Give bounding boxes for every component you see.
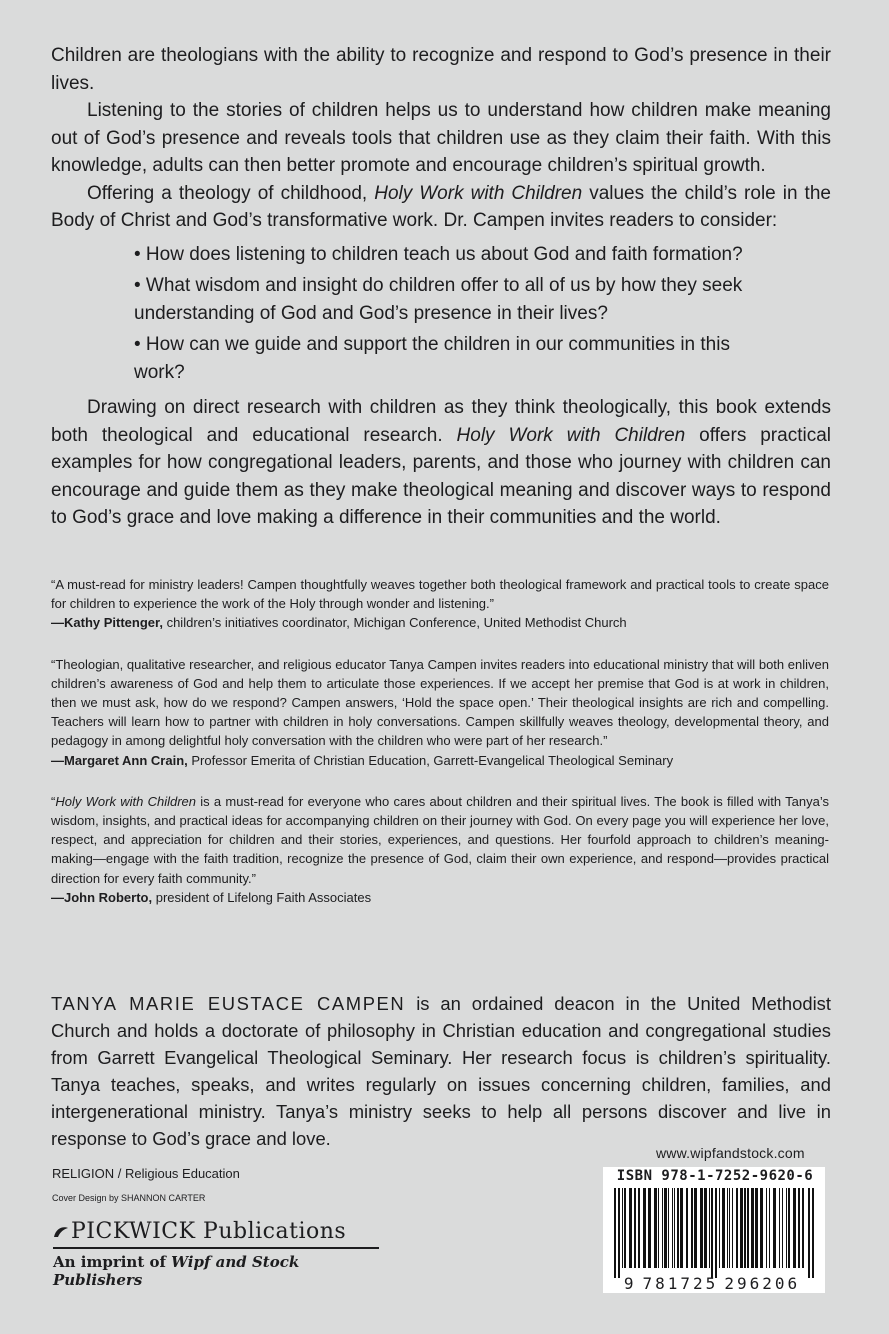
barcode-bar	[711, 1188, 713, 1278]
barcode-bar	[719, 1188, 720, 1268]
publisher-website: www.wipfandstock.com	[656, 1145, 805, 1161]
book-description	[51, 42, 831, 532]
barcode-bar	[760, 1188, 763, 1268]
barcode-bar	[691, 1188, 693, 1268]
isbn-label: ISBN 978-1-7252-9620-6	[616, 1168, 814, 1184]
leaf-icon	[53, 1225, 69, 1239]
barcode-bar	[709, 1188, 710, 1268]
question-item: • How does listening to children teach us about God and faith formation?	[134, 243, 743, 265]
publisher-name-row	[53, 1219, 383, 1244]
ean-digit-group: 296206	[724, 1274, 801, 1293]
ean-digit-group: 781725	[642, 1274, 719, 1293]
barcode-bar	[788, 1188, 790, 1268]
barcode-bar	[654, 1188, 657, 1268]
barcode-bar	[618, 1188, 620, 1278]
endorser-role: children’s initiatives coordinator, Michigan Conference, United Methodist Church	[162, 615, 627, 631]
barcode-bar	[802, 1188, 804, 1268]
author-bio-body: is an ordained deacon in the United Methodist Church and holds a doctorate of philosophy in Christian education and congregational studies from Garrett Evangelical Theological Seminary. Her research focus is children’s spirituality. Tanya teaches, speaks, and writes regularly on issues concerning children, families, and intergenerational ministry. Tanya’s ministry seeks to help all persons discover and live in response to God’s grace and love.	[51, 993, 831, 1149]
endorser-name: —John Roberto,	[51, 889, 153, 905]
intro-paragraph-3-rest: values the child’s role in the Body of Christ and God’s transformative work. Dr. Campen invites readers to consider:	[51, 182, 831, 231]
barcode-bar	[786, 1188, 787, 1268]
author-name: TANYA MARIE EUSTACE CAMPEN	[51, 993, 406, 1014]
endorsement-quote-text: is a must-read for everyone who cares about children and their spiritual lives. The book is filled with Tanya’s wisdom, insights, and practical ideas for accompanying children on their journey with God. On every page you will experience her love, respect, and appreciation for children and their stories, experiences, and questions. Her fourfold approach to children’s meaning-making—engage with the faith tradition, recognize the presence of God, claim their own experience, and respond—provides practical direction for every faith community.”	[51, 793, 829, 886]
barcode-bar	[766, 1188, 767, 1268]
endorser-name: —Margaret Ann Crain,	[51, 752, 188, 768]
barcode-bar	[614, 1188, 616, 1278]
barcode-bar	[658, 1188, 659, 1268]
endorsement-attribution	[51, 613, 829, 632]
intro-paragraph-4-lead: Drawing on direct research with children as they think theologically, this book extends both theological and educational research.	[51, 397, 831, 446]
barcode	[612, 1188, 818, 1280]
endorsement-attribution	[51, 751, 829, 770]
barcode-bar	[700, 1188, 703, 1268]
barcode-bar	[747, 1188, 749, 1268]
barcode-bar	[674, 1188, 675, 1268]
intro-paragraph-2: Listening to the stories of children helps us to understand how children make meaning out of God’s presence and reveals tools that children use as they claim their faith. With this knowledge, adults can then better promote and encourage children’s spiritual growth.	[51, 100, 831, 176]
barcode-bar	[736, 1188, 738, 1268]
barcode-bar	[727, 1188, 728, 1268]
barcode-bar	[773, 1188, 776, 1268]
book-title-italic: Holy Work with Children	[55, 793, 196, 809]
ean-digits	[603, 1274, 821, 1293]
barcode-bar	[668, 1188, 669, 1268]
endorsements	[51, 575, 829, 929]
quote-mark: “	[51, 793, 56, 809]
intro-paragraph-4-rest: offers practical examples for how congregational leaders, parents, and those who journey with children can encourage and guide them as they make theological meaning and discover ways to respond to God’s grace and love making a difference in their communities and the world.	[51, 424, 831, 528]
barcode-bar	[740, 1188, 743, 1268]
endorsement-quote	[51, 792, 829, 888]
barcode-bar	[680, 1188, 683, 1268]
endorsement	[51, 655, 829, 770]
barcode-bar	[798, 1188, 800, 1268]
barcode-bar	[638, 1188, 640, 1268]
barcode-bar	[624, 1188, 626, 1268]
barcode-bar	[729, 1188, 730, 1268]
book-title-italic: Holy Work with Children	[456, 424, 686, 446]
barcode-bar	[694, 1188, 697, 1268]
endorsement	[51, 792, 829, 907]
publisher-imprint	[53, 1253, 383, 1289]
barcode-bar	[751, 1188, 754, 1268]
publisher-divider	[53, 1247, 379, 1249]
barcode-bar	[779, 1188, 780, 1268]
publisher-name: PICKWICK Publications	[71, 1219, 347, 1244]
intro-paragraph-3	[51, 180, 831, 235]
endorsement	[51, 575, 829, 633]
barcode-bar	[643, 1188, 646, 1268]
cover-design-credit: Cover Design by SHANNON CARTER	[52, 1193, 206, 1203]
intro-paragraph-3-lead: Offering a theology of childhood,	[87, 182, 375, 204]
intro-paragraph-4	[51, 394, 831, 532]
ean-digit-group: 9	[623, 1274, 637, 1293]
barcode-bar	[629, 1188, 632, 1268]
barcode-bar	[622, 1188, 623, 1268]
book-title-italic: Holy Work with Children	[374, 182, 583, 204]
endorsement-attribution	[51, 888, 829, 907]
imprint-name: Wipf and Stock Publishers	[53, 1253, 300, 1289]
barcode-bar	[704, 1188, 707, 1268]
barcode-bar	[662, 1188, 663, 1268]
question-item: • What wisdom and insight do children offer to all of us by how they seek understanding of God and God’s presence in their lives?	[134, 275, 743, 324]
question-item: • How can we guide and support the children in our communities in this work?	[134, 334, 730, 383]
intro-paragraph-1: Children are theologians with the ability to recognize and respond to God’s presence in their lives.	[51, 45, 831, 94]
imprint-lead: An imprint of	[53, 1253, 172, 1271]
barcode-bar	[755, 1188, 758, 1268]
barcode-bar	[672, 1188, 673, 1268]
barcode-bar	[812, 1188, 814, 1278]
barcode-bar	[664, 1188, 667, 1268]
barcode-bar	[744, 1188, 746, 1268]
author-bio	[51, 990, 831, 1152]
barcode-bar	[677, 1188, 679, 1268]
author-bio-text	[51, 990, 831, 1152]
endorser-role: president of Lifelong Faith Associates	[152, 889, 372, 905]
barcode-bar	[732, 1188, 733, 1268]
barcode-bar	[686, 1188, 688, 1268]
barcode-bar	[634, 1188, 636, 1268]
barcode-bar	[808, 1188, 810, 1278]
barcode-bar	[648, 1188, 651, 1268]
barcode-bar	[722, 1188, 725, 1268]
barcode-bar	[769, 1188, 770, 1268]
endorser-role: Professor Emerita of Christian Education, Garrett-Evangelical Theological Seminary	[187, 752, 674, 768]
barcode-bar	[715, 1188, 717, 1278]
barcode-bar	[782, 1188, 783, 1268]
category-label: RELIGION / Religious Education	[52, 1166, 240, 1181]
question-list	[51, 241, 831, 387]
endorsement-quote: “A must-read for ministry leaders! Campen thoughtfully weaves together both theological framework and practical tools to create space for children to experience the work of the Holy through wonder and listening.”	[51, 577, 829, 612]
barcode-bar	[793, 1188, 796, 1268]
endorsement-quote: “Theologian, qualitative researcher, and religious educator Tanya Campen invites readers into educational ministry that will both enliven children’s awareness of God and help them to articulate those experiences. If we accept her premise that God is at work in children, then we must ask, how do we respond? Campen answers, ‘Hold the space open.’ Their theological insights are rich and compelling. Teachers will learn how to partner with children in holy conversations. Campen skillfully weaves theology, developmental theory, and pedagogy in among delightful holy conversation with the children who were part of her research.”	[51, 656, 829, 749]
endorser-name: —Kathy Pittenger,	[51, 615, 163, 631]
publisher-logo	[53, 1219, 383, 1289]
